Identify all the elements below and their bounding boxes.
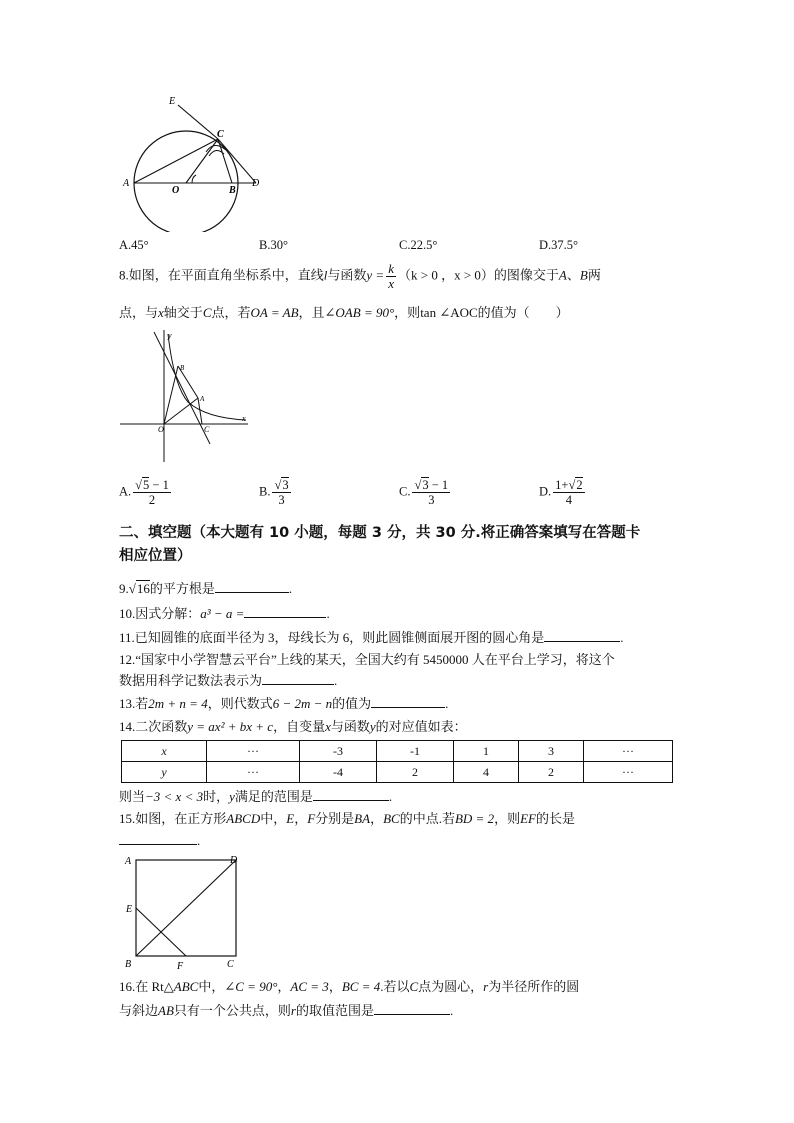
q7-choice-c: C.22.5° <box>399 238 438 252</box>
q8-line-2 <box>119 302 569 321</box>
q7-line-BC <box>218 139 232 183</box>
q15-end: . <box>197 833 201 848</box>
q15-text-a: 15.如图，在正方形 <box>119 811 227 826</box>
q16-line1-e: 为半径所作的圆 <box>488 979 580 994</box>
q8-num: 8. <box>119 267 129 283</box>
q16-r-2: r <box>290 1003 296 1018</box>
q14-text-a: 14.二次函数 <box>119 719 188 734</box>
q11 <box>119 627 624 646</box>
q7-choice-a: A.45° <box>119 238 149 252</box>
q16-comma-1: ， <box>277 979 291 994</box>
q16-line-2 <box>119 1000 453 1019</box>
q8-line2-c: 点，若 <box>211 305 251 320</box>
q8-choice-d-rad: 2 <box>576 478 583 492</box>
table-cell: 3 <box>519 741 584 762</box>
q16-line-1 <box>119 976 579 995</box>
q16-C: C <box>409 979 419 994</box>
q8-C: C <box>202 305 212 320</box>
q15-ABCD: ABCD <box>226 811 261 826</box>
q7-label-B: B <box>229 185 236 196</box>
q15-BC: BC <box>383 811 400 826</box>
q15-label-D: D <box>230 855 238 866</box>
q13-end: . <box>445 696 449 711</box>
q14 <box>119 716 467 735</box>
q15-blank-line <box>119 832 200 849</box>
q14-text-d: 的对应值如表： <box>375 719 467 734</box>
q15-text-f: 的长是 <box>535 811 575 826</box>
q7-angle-mark-3 <box>192 175 196 183</box>
q8-line2-a: 点，与 <box>119 305 159 320</box>
q8-choice-a-rest: − 1 <box>149 478 169 492</box>
q15-text-c: 分别是 <box>315 811 355 826</box>
q8-choice-c <box>399 478 452 507</box>
q8-text-c: 的图像交于 <box>493 267 559 283</box>
q7-line-EC <box>178 105 218 139</box>
q7-line-AC <box>134 139 218 183</box>
q8-graph-figure <box>118 326 258 466</box>
table-cell: -1 <box>377 741 454 762</box>
q12-answer-blank[interactable] <box>262 672 334 685</box>
q16-c1: ∠C = 90° <box>224 979 278 994</box>
q9-num: 9. <box>119 581 129 596</box>
table-cell: ··· <box>207 741 300 762</box>
q13-expr: 6 − 2m − n <box>272 696 333 711</box>
q11-answer-blank[interactable] <box>544 629 620 642</box>
q8-cond: （k > 0 ，x > 0） <box>397 267 494 283</box>
q12-line-2 <box>119 670 337 689</box>
q8-choice-d-num: 1+√2 <box>555 478 583 492</box>
q7-choice-d: D.37.5° <box>539 238 579 252</box>
q9-answer-blank[interactable] <box>215 580 289 593</box>
q14-table-row-x <box>122 741 673 762</box>
q13-text-c: 的值为 <box>332 696 372 711</box>
q8-choice-c-num: √3 − 1 <box>414 478 449 492</box>
q8-choice-a-rad: 5 <box>143 478 150 492</box>
q8-text-b: 与函数 <box>327 267 367 283</box>
q16-AB: AB <box>158 1003 174 1018</box>
q8-label-A: A <box>200 395 205 403</box>
q12-line-1: 12.“国家中小学智慧云平台”上线的某天，全国大约有 5450000 人在平台上学习，将这个 <box>119 652 615 667</box>
q15-label-B: B <box>125 959 132 970</box>
q8-choice-a-frac <box>133 478 171 507</box>
q15-diagonal-BD <box>136 860 236 956</box>
q13-text-a: 13.若 <box>119 696 149 711</box>
q16-comma-2: ， <box>328 979 342 994</box>
q9-rad: 16 <box>136 581 150 596</box>
q15-F: F <box>307 811 316 826</box>
q8-B: B <box>579 267 588 283</box>
table-cell: x <box>122 741 207 762</box>
q8-sep: 、 <box>566 267 580 283</box>
q8-func-den: x <box>388 276 394 291</box>
q8-choice-d <box>539 478 587 507</box>
table-cell: ··· <box>584 762 673 783</box>
q8-choice-c-den: 3 <box>428 493 435 507</box>
q15-EF: EF <box>520 811 536 826</box>
q7-label-E: E <box>169 96 176 107</box>
q13-answer-blank[interactable] <box>371 695 445 708</box>
q14-after-cond: −3 < x < 3 <box>145 789 204 804</box>
q8-label-x: x <box>242 414 246 423</box>
q15-E: E <box>286 811 295 826</box>
q14-after-b: 时， <box>203 789 230 804</box>
section2-heading <box>119 522 679 568</box>
q15-BA: BA <box>354 811 371 826</box>
q8-choice-b-frac <box>272 478 290 507</box>
q14-func: y = ax² + bx + c <box>187 719 274 734</box>
q10-text: 10.因式分解： <box>119 606 201 621</box>
q8-choice-a-num: √5 − 1 <box>135 478 169 492</box>
q8-line2-e: ，则 <box>394 305 421 320</box>
q8-choice-c-frac <box>412 478 450 507</box>
q8-line2-b: 轴交于 <box>163 305 203 320</box>
q8-eq3: tan ∠AOC <box>420 305 478 320</box>
section2-heading-line1: 二、填空题（本大题有 10 小题，每题 3 分，共 30 分.将正确答案填写在答题卡 <box>119 525 641 541</box>
q8-choice-b <box>259 478 293 507</box>
q8-choice-b-num: √3 <box>274 478 289 492</box>
q8-label-C: C <box>204 425 210 434</box>
q7-circle-figure <box>118 92 268 232</box>
q8-choice-d-pre: 1+ <box>555 478 569 492</box>
q14-answer-blank[interactable] <box>313 788 389 801</box>
q8-label-O: O <box>158 425 164 434</box>
q9-text: 的平方根是 <box>149 581 215 596</box>
section2-heading-line2: 相应位置） <box>119 548 192 564</box>
q8-func-lhs: y = <box>366 267 385 283</box>
q8-hyperbola <box>168 334 246 420</box>
q10-end: . <box>326 606 330 621</box>
q8-choice-d-frac <box>553 478 584 507</box>
q16-ABC: ABC <box>173 979 199 994</box>
q8-choice-a-letter: A. <box>119 484 132 499</box>
table-cell: 2 <box>519 762 584 783</box>
q8-line-1 <box>119 262 601 291</box>
q8-choice-b-letter: B. <box>259 484 271 499</box>
q14-value-table <box>121 740 673 783</box>
q14-text-b: ，自变量 <box>273 719 326 734</box>
q8-choice-a-den: 2 <box>148 493 156 507</box>
q8-choice-a <box>119 478 173 507</box>
table-cell: y <box>122 762 207 783</box>
q8-x: x <box>158 305 164 320</box>
q15-text-d: 的中点.若 <box>399 811 455 826</box>
q10-answer-blank[interactable] <box>244 605 326 618</box>
q8-line2-d: ，且 <box>298 305 325 320</box>
table-cell: ··· <box>584 741 673 762</box>
q16-line1-c: .若以 <box>380 979 410 994</box>
q12-text: 数据用科学记数法表示为 <box>119 673 263 688</box>
q7-circle <box>134 131 238 232</box>
q8-choice-b-den: 3 <box>278 493 285 507</box>
q13 <box>119 693 448 712</box>
q13-text-b: ，则代数式 <box>207 696 273 711</box>
q16-line1-a: 16.在 Rt△ <box>119 979 174 994</box>
q7-label-A: A <box>123 178 130 189</box>
q7-label-D: D <box>252 178 260 189</box>
q16-answer-blank[interactable] <box>374 1002 450 1015</box>
q8-func-num: k <box>388 261 394 276</box>
table-cell: -3 <box>300 741 377 762</box>
q9: 9.√16的平方根是 . <box>119 581 293 596</box>
q14-after-y: y <box>229 789 235 804</box>
table-cell: 4 <box>454 762 519 783</box>
q15: 15.如图，在正方形ABCD中，E，F分别是BA，BC的中点.若BD = 2，则EF的长是 <box>119 811 575 826</box>
q8-choice-c-rest: − 1 <box>428 478 449 492</box>
q15-eq: BD = 2 <box>454 811 495 826</box>
table-cell: 1 <box>454 741 519 762</box>
q7-choice-b: B.30° <box>259 238 288 252</box>
q15-text-e: ，则 <box>494 811 521 826</box>
q8-choice-c-rad: 3 <box>422 478 429 492</box>
q11-end: . <box>620 630 624 645</box>
q14-table-row-y <box>122 762 673 783</box>
table-cell: 2 <box>377 762 454 783</box>
q16-line2-a: 与斜边 <box>119 1003 159 1018</box>
q8-eq1: OA = AB <box>250 305 299 320</box>
q8-l: l <box>323 267 328 283</box>
q12-end: . <box>334 673 338 688</box>
q15-label-A: A <box>125 856 132 867</box>
q8-text-d: 两 <box>587 267 601 283</box>
q8-func-fraction <box>386 262 396 291</box>
q15-answer-blank[interactable] <box>119 832 197 845</box>
q15-square-figure <box>120 850 250 972</box>
q10 <box>119 603 330 622</box>
q7-label-O: O <box>172 185 180 196</box>
q15-text-b: 中， <box>260 811 287 826</box>
table-cell: ··· <box>207 762 300 783</box>
q16-line1-d: 点为圆心， <box>418 979 484 994</box>
q14-text-c: 与函数 <box>330 719 370 734</box>
q15-label-E: E <box>126 904 133 915</box>
q8-choice-d-letter: D. <box>539 484 552 499</box>
q16-line1-b: 中， <box>198 979 225 994</box>
q15-label-C: C <box>227 959 234 970</box>
q9-end: . <box>288 581 293 596</box>
q8-choice-b-rad: 3 <box>282 478 289 492</box>
q8-A: A <box>558 267 567 283</box>
q8-label-y: y <box>168 331 172 340</box>
q7-label-C: C <box>217 129 224 140</box>
q14-after-c: 满足的范围是 <box>234 789 313 804</box>
q15-label-F: F <box>177 961 184 972</box>
q16-end: . <box>450 1003 454 1018</box>
q8-line2-f: 的值为（ ） <box>477 305 569 320</box>
q8-choice-c-letter: C. <box>399 484 411 499</box>
q8-eq2: ∠OAB = 90° <box>324 305 395 320</box>
q16-c3: BC = 4 <box>341 979 381 994</box>
q14-after-a: 则当 <box>119 789 146 804</box>
q14-y: y <box>369 719 376 734</box>
q16-line2-b: 只有一个公共点，则 <box>173 1003 291 1018</box>
q10-expr: a³ − a = <box>200 606 245 621</box>
q15-comma: ， <box>294 811 308 826</box>
q14-end: . <box>388 789 393 804</box>
q8-label-B: B <box>180 364 185 372</box>
q16-c2: AC = 3 <box>290 979 329 994</box>
q13-eq: 2m + n = 4 <box>148 696 208 711</box>
q14-after <box>119 786 392 805</box>
table-cell: -4 <box>300 762 377 783</box>
q14-x: x <box>325 719 331 734</box>
q8-text-a: 如图，在平面直角坐标系中，直线 <box>128 267 324 283</box>
q16-r: r <box>483 979 489 994</box>
q11-text: 11.已知圆锥的底面半径为 3，母线长为 6，则此圆锥侧面展开图的圆心角是 <box>119 630 545 645</box>
q16-line2-c: 的取值范围是 <box>295 1003 374 1018</box>
q8-choice-d-den: 4 <box>565 493 572 507</box>
